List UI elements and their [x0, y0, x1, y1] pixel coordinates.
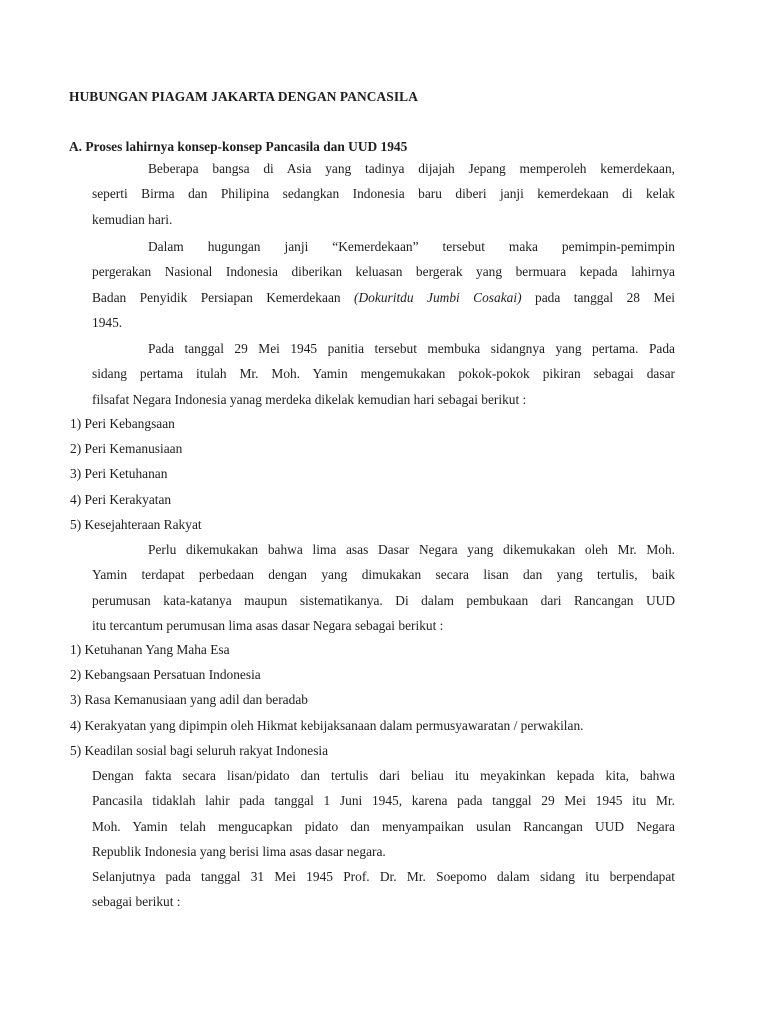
- list-pokok-pikiran: [70, 411, 202, 537]
- paragraph-line: Pancasila tidaklah lahir pada tanggal 1 Juni 1945, karena pada tanggal 29 Mei 1945 itu Mr.: [92, 793, 675, 809]
- italic-term: (Dokuritdu Jumbi Cosakai): [354, 289, 522, 305]
- paragraph-line: Selanjutnya pada tanggal 31 Mei 1945 Prof. Dr. Mr. Soepomo dalam sidang itu berpendapat: [92, 869, 675, 884]
- document-title: HUBUNGAN PIAGAM JAKARTA DENGAN PANCASILA: [69, 89, 418, 104]
- paragraph-2: [92, 234, 675, 335]
- list-item: 4) Peri Kerakyatan: [70, 491, 172, 507]
- section-a-heading: A. Proses lahirnya konsep-konsep Pancasila dan UUD 1945: [69, 139, 408, 154]
- list-item: 5) Keadilan sosial bagi seluruh rakyat Indonesia: [70, 742, 329, 758]
- paragraph-line: seperti Birma dan Philipina sedangkan Indonesia baru diberi janji kemerdekaan di kelak: [92, 186, 675, 202]
- paragraph-6: [92, 864, 675, 915]
- paragraph-line: Dengan fakta secara lisan/pidato dan tertulis dari beliau itu meyakinkan kepada kita, bahwa: [92, 768, 675, 783]
- paragraph-5: [92, 763, 675, 864]
- paragraph-line: pergerakan Nasional Indonesia diberikan keluasan bergerak yang bermuara kepada lahirnya: [92, 264, 675, 280]
- list-item: 1) Peri Kebangsaan: [70, 416, 175, 431]
- paragraph-line: Dalam hugungan janji “Kemerdekaan” tersebut maka pemimpin-pemimpin: [148, 239, 675, 254]
- text-run: pada tanggal 28 Mei: [521, 289, 676, 305]
- list-item: 1) Ketuhanan Yang Maha Esa: [70, 642, 230, 657]
- paragraph-1: [92, 156, 675, 232]
- list-item: 2) Kebangsaan Persatuan Indonesia: [70, 667, 261, 683]
- paragraph-line: sebagai berikut :: [92, 894, 181, 910]
- list-item: 3) Peri Ketuhanan: [70, 466, 168, 482]
- paragraph-line: sidang pertama itulah Mr. Moh. Yamin mengemukakan pokok-pokok pikiran sebagai dasar: [92, 366, 675, 382]
- paragraph-line: kemudian hari.: [92, 211, 173, 227]
- text-run: Badan Penyidik Persiapan Kemerdekaan: [92, 289, 355, 305]
- paragraph-4: [92, 537, 675, 638]
- paragraph-line: Republik Indonesia yang berisi lima asas dasar negara.: [92, 843, 386, 859]
- paragraph-line: filsafat Negara Indonesia yanag merdeka dikelak kemudian hari sebagai berikut :: [92, 391, 527, 407]
- paragraph-line: perumusan kata-katanya maupun sistematikanya. Di dalam pembukaan dari Rancangan UUD: [92, 592, 675, 608]
- list-asas-dasar-negara: [70, 637, 584, 763]
- paragraph-line: 1945.: [92, 314, 123, 330]
- list-item: 5) Kesejahteraan Rakyat: [70, 516, 202, 532]
- list-item: 2) Peri Kemanusiaan: [70, 441, 183, 457]
- paragraph-line-with-italic: [92, 285, 675, 310]
- paragraph-line: Pada tanggal 29 Mei 1945 panitia tersebut membuka sidangnya yang pertama. Pada: [148, 341, 675, 356]
- paragraph-line: Perlu dikemukakan bahwa lima asas Dasar Negara yang dikemukakan oleh Mr. Moh.: [148, 542, 675, 557]
- paragraph-line: Yamin terdapat perbedaan dengan yang dimukakan secara lisan dan yang tertulis, baik: [92, 567, 675, 583]
- paragraph-3: [92, 336, 675, 412]
- paragraph-line: itu tercantum perumusan lima asas dasar Negara sebagai berikut :: [92, 617, 444, 633]
- list-item: 3) Rasa Kemanusiaan yang adil dan beradab: [70, 692, 308, 708]
- list-item: 4) Kerakyatan yang dipimpin oleh Hikmat kebijaksanaan dalam permusyawaratan / perwakilan.: [70, 717, 584, 733]
- paragraph-line: Moh. Yamin telah mengucapkan pidato dan menyampaikan usulan Rancangan UUD Negara: [92, 818, 675, 834]
- paragraph-line: Beberapa bangsa di Asia yang tadinya dijajah Jepang memperoleh kemerdekaan,: [148, 161, 675, 176]
